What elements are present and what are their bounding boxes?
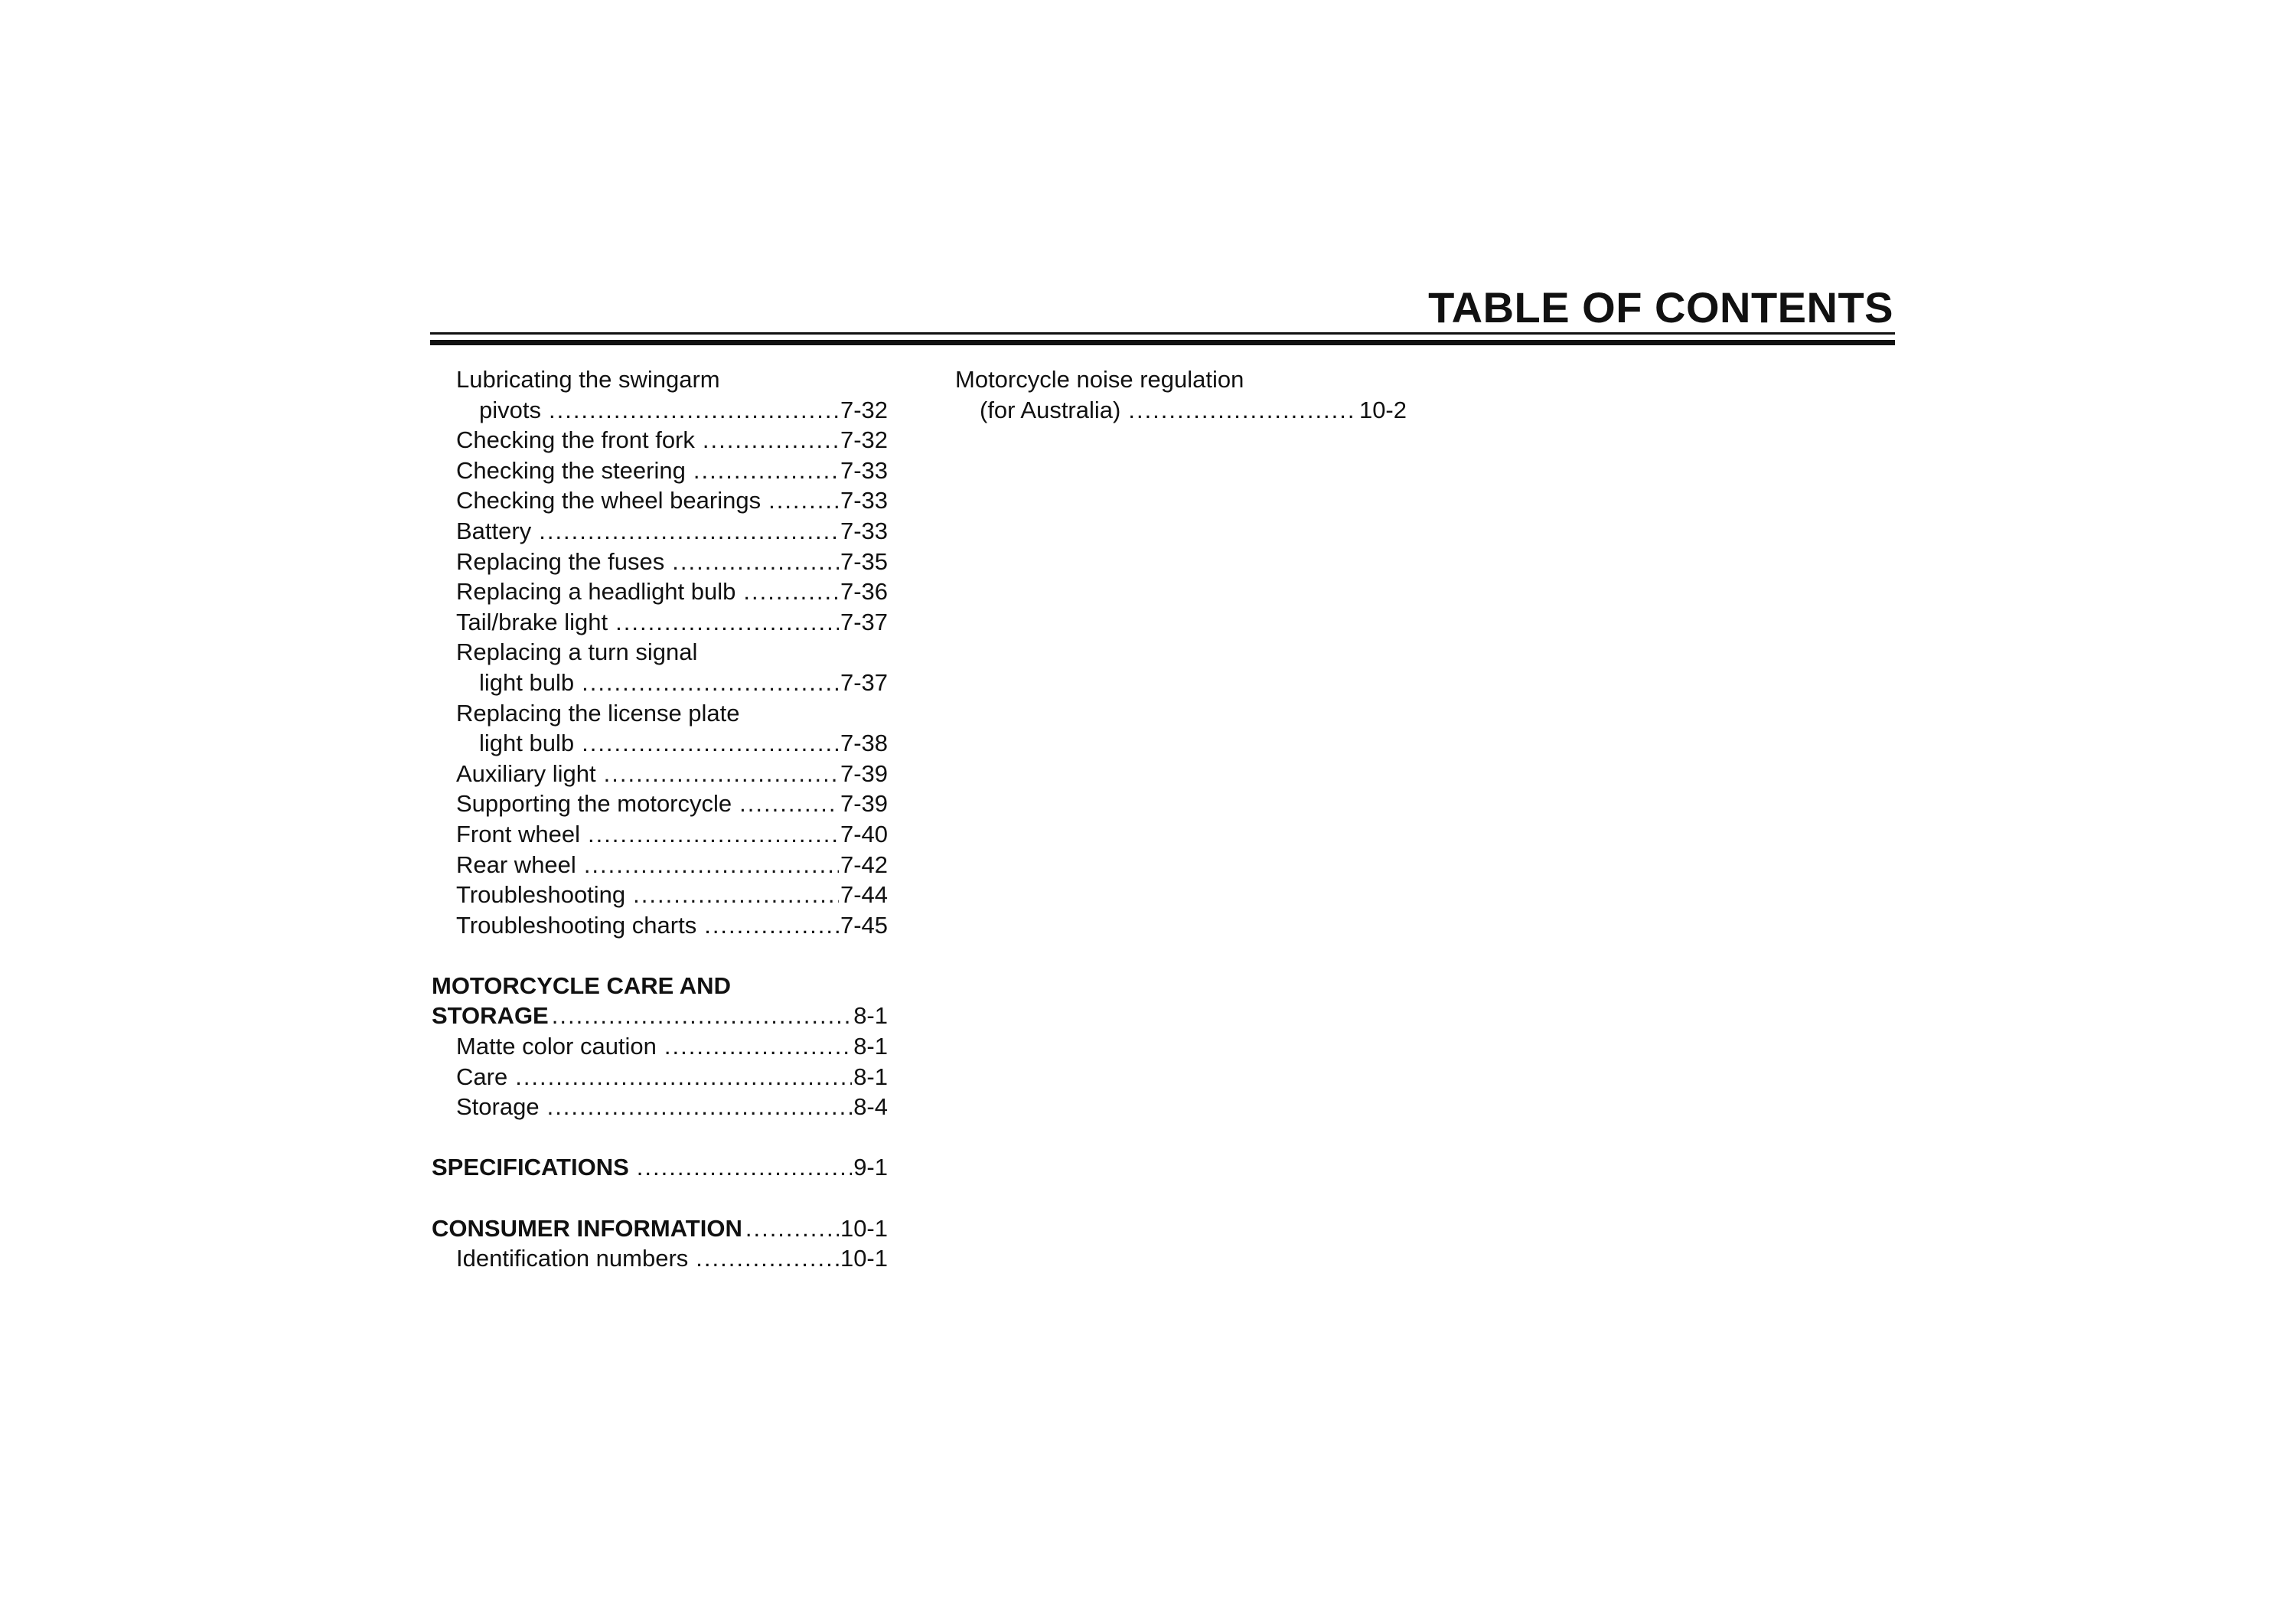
toc-entry[interactable] (432, 456, 888, 486)
toc-entry-label: Lubricating the swingarm (456, 366, 720, 393)
toc-entry-page: 7-39 (840, 790, 888, 818)
toc-entry-label: light bulb (479, 730, 575, 757)
dot-leader (704, 910, 839, 941)
toc-entry-page: 10-1 (840, 1214, 888, 1242)
toc-entry-label: Identification numbers (456, 1245, 689, 1272)
toc-entry-page: 7-38 (840, 730, 888, 757)
dot-leader (739, 789, 839, 819)
page-title: TABLE OF CONTENTS (1428, 283, 1893, 331)
section-spacer (432, 940, 888, 971)
dot-leader (582, 728, 839, 759)
toc-entry-label: Rear wheel (456, 851, 576, 878)
dot-leader (672, 547, 839, 577)
toc-entry[interactable] (432, 880, 888, 910)
toc-entry-label: Replacing a turn signal (456, 638, 698, 666)
toc-section-heading-label: STORAGE (432, 1002, 549, 1030)
toc-entry-page: 7-33 (840, 517, 888, 544)
toc-entry-label: Supporting the motorcycle (456, 790, 732, 818)
toc-entry[interactable] (432, 576, 888, 607)
toc-entry-label: Replacing a headlight bulb (456, 578, 736, 606)
toc-entry[interactable] (432, 516, 888, 547)
toc-entry-label-line (432, 637, 888, 668)
toc-entry-label: Checking the wheel bearings (456, 487, 762, 514)
dot-leader (604, 759, 839, 789)
toc-entry-page: 7-37 (840, 668, 888, 696)
toc-entry-label: Replacing the license plate (456, 699, 740, 727)
toc-entry-label: Troubleshooting (456, 881, 626, 909)
toc-entry-page: 7-32 (840, 396, 888, 423)
dot-leader (547, 1092, 853, 1122)
dot-leader (539, 516, 839, 547)
dot-leader (549, 395, 839, 426)
toc-entry[interactable] (955, 395, 1407, 426)
dot-leader (703, 425, 839, 456)
dot-leader (633, 880, 839, 910)
toc-entry-label: Replacing the fuses (456, 547, 665, 575)
toc-entry-label-line (955, 364, 1407, 395)
dot-leader (582, 668, 839, 698)
toc-entry[interactable] (432, 1031, 888, 1062)
toc-entry-label: Motorcycle noise regulation (955, 366, 1244, 393)
toc-right-column (955, 364, 1407, 425)
toc-entry-label: light bulb (479, 668, 575, 696)
toc-entry-label-line (432, 364, 888, 395)
toc-section-heading-label: CONSUMER INFORMATION (432, 1214, 742, 1242)
toc-entry-label-line (432, 698, 888, 729)
toc-entry-page: 7-40 (840, 820, 888, 847)
toc-entry-page: 7-35 (840, 547, 888, 575)
toc-entry-page: 7-33 (840, 456, 888, 484)
toc-section-heading: MOTORCYCLE CARE AND (432, 972, 731, 999)
dot-leader (615, 607, 839, 638)
toc-entry-label: pivots (479, 396, 541, 423)
toc-entry-label: Care (456, 1063, 508, 1090)
toc-entry-page: 10-2 (1358, 396, 1407, 423)
toc-entry-page: 7-44 (840, 881, 888, 909)
toc-section-heading-line (432, 971, 888, 1001)
toc-entry-label: Troubleshooting charts (456, 911, 697, 939)
toc-entry[interactable] (432, 1062, 888, 1092)
dot-leader (743, 576, 839, 607)
toc-entry[interactable] (432, 759, 888, 789)
toc-entry[interactable] (432, 819, 888, 850)
toc-entry-page: 7-33 (840, 487, 888, 514)
section-spacer (432, 1183, 888, 1213)
toc-entry-label: Matte color caution (456, 1033, 657, 1060)
toc-entry-page: 7-39 (840, 759, 888, 787)
toc-entry-page: 8-1 (853, 1063, 888, 1090)
toc-entry[interactable] (432, 425, 888, 456)
dot-leader (768, 485, 839, 516)
dot-leader (515, 1062, 852, 1092)
toc-entry[interactable] (432, 485, 888, 516)
dot-leader (552, 1001, 852, 1031)
dot-leader (693, 456, 839, 486)
toc-entry-page: 8-1 (853, 1033, 888, 1060)
dot-leader (1128, 395, 1358, 426)
toc-entry-label: Storage (456, 1093, 540, 1121)
toc-entry[interactable] (432, 395, 888, 426)
toc-entry[interactable] (432, 607, 888, 638)
toc-entry-page: 7-42 (840, 851, 888, 878)
toc-entry[interactable] (432, 1092, 888, 1122)
toc-entry[interactable] (432, 728, 888, 759)
toc-entry[interactable] (432, 789, 888, 819)
toc-entry-label: Checking the front fork (456, 426, 695, 454)
toc-entry[interactable] (432, 1243, 888, 1274)
toc-section-heading[interactable] (432, 1213, 888, 1244)
toc-entry-page: 7-45 (840, 911, 888, 939)
title-rule-thick (430, 340, 1895, 345)
dot-leader (696, 1243, 839, 1274)
toc-left-column (432, 364, 888, 1274)
toc-entry-page: 7-36 (840, 578, 888, 606)
dot-leader (745, 1213, 839, 1244)
toc-entry-label: Battery (456, 517, 532, 544)
toc-entry-label: Checking the steering (456, 456, 686, 484)
toc-entry-label: Auxiliary light (456, 759, 596, 787)
toc-entry-page: 10-1 (840, 1245, 888, 1272)
toc-section-heading[interactable] (432, 1152, 888, 1183)
title-rule-thin (430, 332, 1895, 335)
dot-leader (637, 1152, 852, 1183)
toc-entry-page: 9-1 (853, 1154, 888, 1181)
toc-entry-label: Front wheel (456, 820, 580, 847)
dot-leader (588, 819, 839, 850)
toc-entry-label: (for Australia) (980, 396, 1121, 423)
dot-leader (664, 1031, 852, 1062)
toc-entry[interactable] (432, 668, 888, 698)
dot-leader (584, 850, 839, 880)
toc-entry-page: 8-4 (853, 1093, 888, 1121)
toc-section-heading[interactable] (432, 1001, 888, 1031)
toc-entry-page: 7-37 (840, 608, 888, 635)
toc-entry-page: 8-1 (853, 1002, 888, 1030)
toc-entry[interactable] (432, 910, 888, 941)
toc-entry-label: Tail/brake light (456, 608, 608, 635)
toc-entry[interactable] (432, 850, 888, 880)
toc-entry[interactable] (432, 547, 888, 577)
section-spacer (432, 1122, 888, 1153)
toc-section-heading-label: SPECIFICATIONS (432, 1154, 629, 1181)
toc-entry-page: 7-32 (840, 426, 888, 454)
